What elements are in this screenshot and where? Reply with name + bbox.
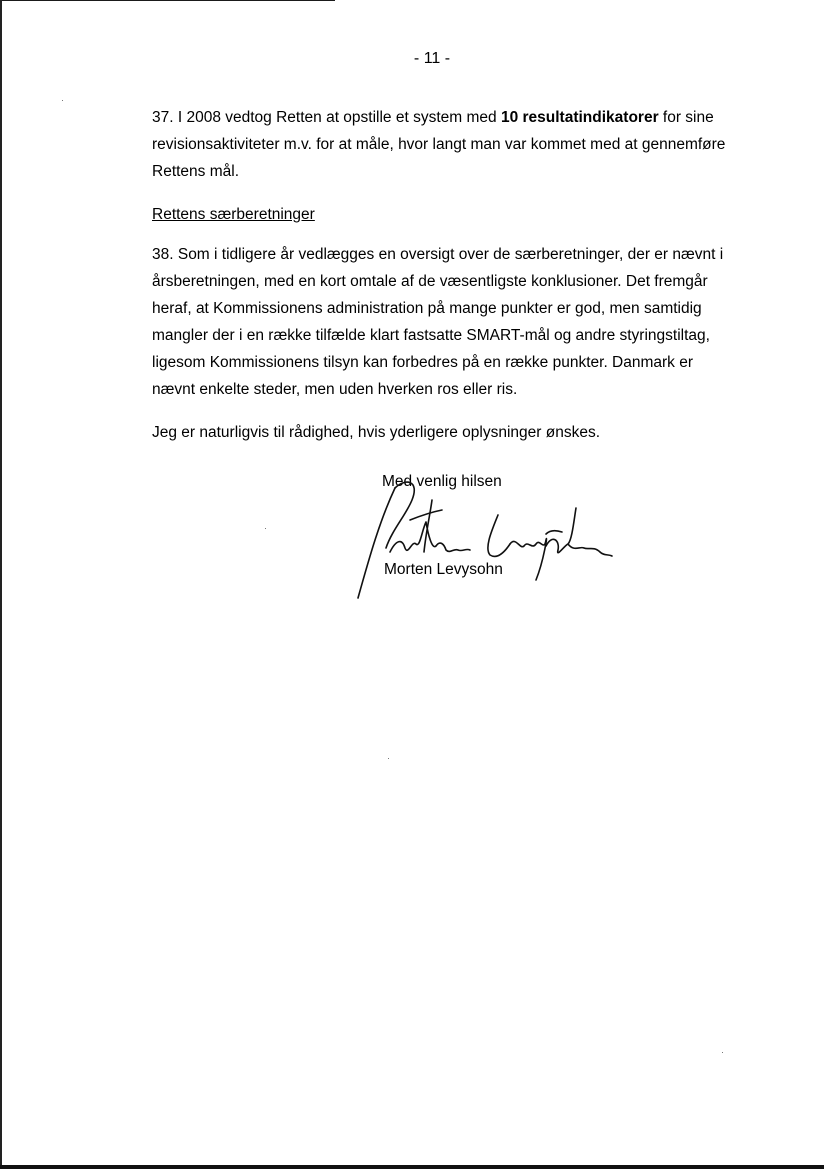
scan-speck xyxy=(388,758,389,759)
page-number: - 11 - xyxy=(413,50,451,67)
scan-edge-top xyxy=(0,0,335,1)
paragraph-37-prefix: 37. I 2008 vedtog Retten at opstille et system med xyxy=(152,109,501,126)
signatory-name: Morten Levysohn xyxy=(384,561,503,578)
paragraph-37-bold: 10 resultatindikatorer xyxy=(500,109,659,126)
closing-greeting: Med venlig hilsen xyxy=(382,473,502,490)
paragraph-37-suffix: for sine revisionsaktiviteter m.v. for at måle, hvor langt man var kommet med at gennemføre Rettens mål. xyxy=(152,109,726,180)
closing-paragraph: Jeg er naturligvis til rådighed, hvis yderligere oplysninger ønskes. xyxy=(152,424,600,441)
handwritten-signature xyxy=(350,460,620,610)
paragraph-37 xyxy=(152,104,732,185)
section-heading: Rettens særberetninger xyxy=(152,206,315,223)
scan-speck xyxy=(265,528,266,529)
scan-speck xyxy=(722,1052,723,1053)
scan-speck xyxy=(62,100,63,101)
scan-edge-left xyxy=(0,0,2,1169)
signature-lettering: Morten Levysohn xyxy=(350,460,358,461)
scan-edge-bottom xyxy=(0,1165,824,1169)
paragraph-38: 38. Som i tidligere år vedlægges en oversigt over de særberetninger, der er nævnt i årsberetningen, med en kort omtale af de væsentligste konklusioner. Det fremgår heraf, at Kommissionens administration på mange punkter er god, men samtidig mangler der i en række tilfælde klart fastsatte SMART-mål og andre styringstiltag, ligesom Kommissionens tilsyn kan forbedres på en række punkter. Danmark er nævnt enkelte steder, men uden hverken ros eller ris. xyxy=(152,246,724,398)
